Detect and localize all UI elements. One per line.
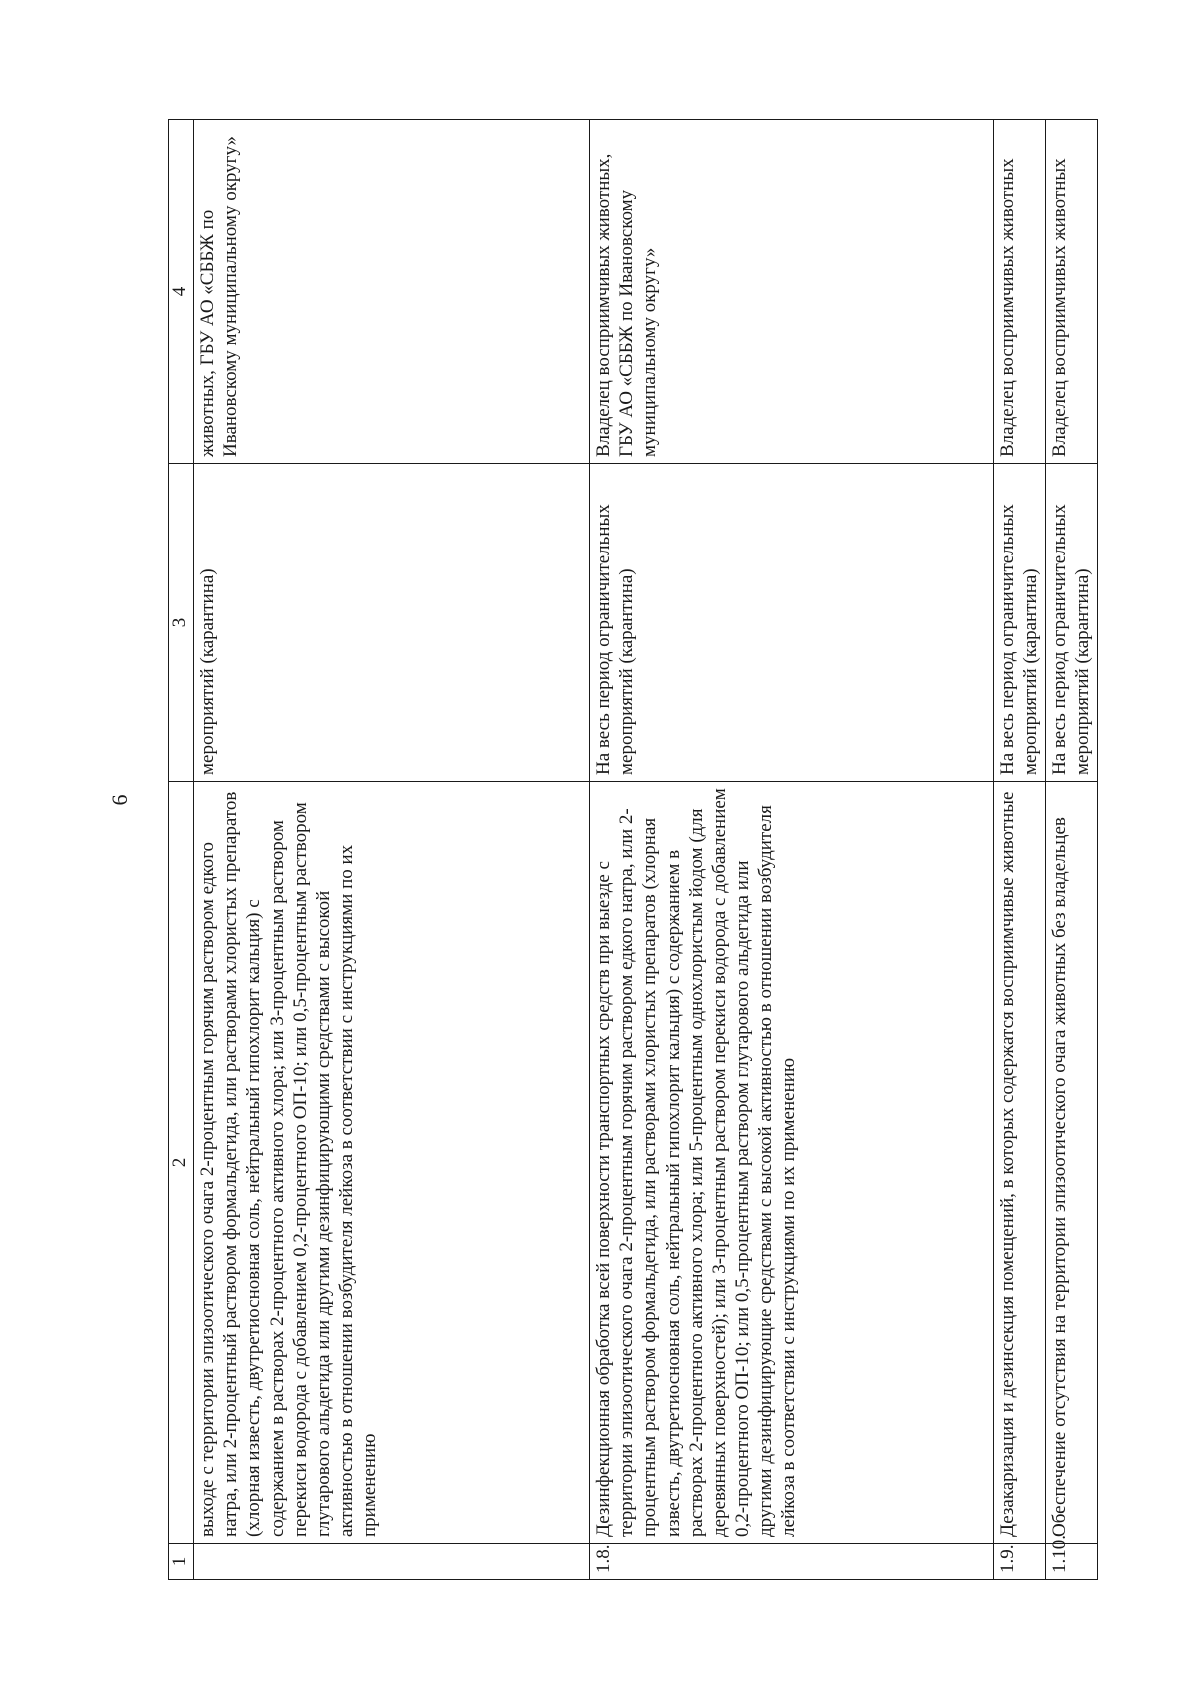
- table-row: [194, 120, 590, 1580]
- table-row: [1046, 120, 1098, 1580]
- rotated-table-container: [168, 120, 1094, 1580]
- header-col-4: 4: [169, 120, 194, 464]
- measure-text: Дезакаризация и дезинсекция помещений, в которых содержатся восприимчивые животные: [994, 782, 1046, 1544]
- table-row: [590, 120, 994, 1580]
- period-text: На весь период ограничительных мероприятий (карантина): [1046, 464, 1098, 782]
- period-text: На весь период ограничительных мероприятий (карантина): [994, 464, 1046, 782]
- header-col-3: 3: [169, 464, 194, 782]
- period-text: На весь период ограничительных мероприятий (карантина): [590, 464, 994, 782]
- measures-table: [168, 119, 1098, 1580]
- header-col-1: 1: [169, 1544, 194, 1580]
- row-number: 1.10.: [1046, 1544, 1098, 1580]
- responsible-text: животных, ГБУ АО «СББЖ по Ивановскому муниципальному округу»: [194, 120, 590, 464]
- measure-text: выходе с территории эпизоотического очага 2-процентным горячим раствором едкого натра, или 2-процентный раствором формальдегида, или растворами хлористых препаратов (хлорная известь, двутретиосновная соль, нейтральный гипохлорит кальция) с содержанием в растворах 2-процентного активного хлора; или 3-процентным раствором перекиси водорода с добавлением 0,2-процентного ОП-10; или 0,5-процентным раствором глутарового альдегида или другими дезинфицирующими средствами с высокой активностью в отношении возбудителя лейкоза в соответствии с инструкциями по их применению: [194, 782, 590, 1544]
- page-number: 6: [107, 794, 132, 806]
- table-header-row: [169, 120, 194, 1580]
- responsible-text: Владелец восприимчивых животных: [1046, 120, 1098, 464]
- responsible-text: Владелец восприимчивых животных, ГБУ АО «СББЖ по Ивановскому муниципальному округу»: [590, 120, 994, 464]
- measure-text: Обеспечение отсутствия на территории эпизоотического очага животных без владельцев: [1046, 782, 1098, 1544]
- table-row: [994, 120, 1046, 1580]
- period-text: мероприятий (карантина): [194, 464, 590, 782]
- row-number: 1.8.: [590, 1544, 994, 1580]
- responsible-text: Владелец восприимчивых животных: [994, 120, 1046, 464]
- row-number: 1.9.: [994, 1544, 1046, 1580]
- header-col-2: 2: [169, 782, 194, 1544]
- row-number: [194, 1544, 590, 1580]
- measure-text: Дезинфекционная обработка всей поверхности транспортных средств при выезде с территории эпизоотического очага 2-процентным горячим раствором едкого натра, или 2-процентным раствором формальдегида, или растворами хлористых препаратов (хлорная известь, двутретиосновная соль, нейтральный гипохлорит кальция) с содержанием в растворах 2-процентного активного хлора; или 5-процентным однохлористым йодом (для деревянных поверхностей); или 3-процентным раствором перекиси водорода с добавлением 0,2-процентного ОП-10; или 0,5-процентным раствором глутарового альдегида или другими дезинфицирующие средствами с высокой активностью в отношении возбудителя лейкоза в соответствии с инструкциями по их применению: [590, 782, 994, 1544]
